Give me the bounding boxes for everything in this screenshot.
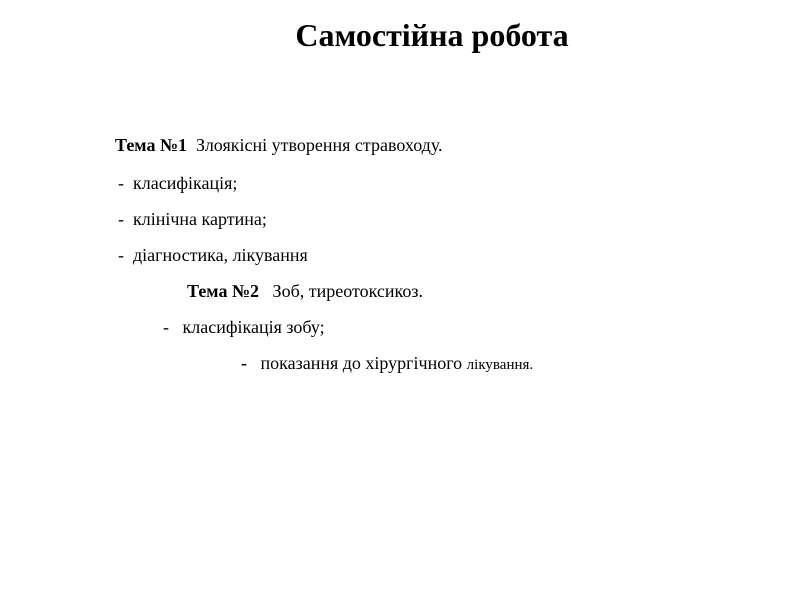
topic-1-label: Тема №1 bbox=[115, 135, 188, 155]
topic-1-title: Злоякісні утворення стравоходу. bbox=[196, 135, 443, 155]
list-dash: - bbox=[163, 317, 169, 337]
topic-1-item bbox=[118, 244, 308, 266]
topic-1-item bbox=[118, 208, 267, 230]
list-item-text: клінічна картина; bbox=[133, 209, 267, 229]
topic-2-title: Зоб, тиреотоксикоз. bbox=[272, 281, 423, 301]
list-item-text: показання до хірургічного bbox=[260, 353, 463, 373]
list-dash: - bbox=[241, 353, 247, 373]
topic-2-item bbox=[163, 316, 325, 338]
topic-1-item bbox=[118, 172, 237, 194]
list-item-text: діагностика, лікування bbox=[133, 245, 308, 265]
list-dash: - bbox=[118, 209, 124, 229]
list-dash: - bbox=[118, 245, 124, 265]
list-item-text: класифікація зобу; bbox=[182, 317, 325, 337]
topic-1-heading bbox=[115, 134, 443, 156]
topic-2-heading bbox=[187, 280, 423, 302]
list-item-text: класифікація; bbox=[133, 173, 238, 193]
list-dash: - bbox=[118, 173, 124, 193]
slide-title: Самостійна робота bbox=[295, 17, 569, 53]
topic-2-label: Тема №2 bbox=[187, 281, 260, 301]
list-item-text-tail: лікування. bbox=[466, 357, 534, 373]
topic-2-item bbox=[241, 352, 533, 376]
